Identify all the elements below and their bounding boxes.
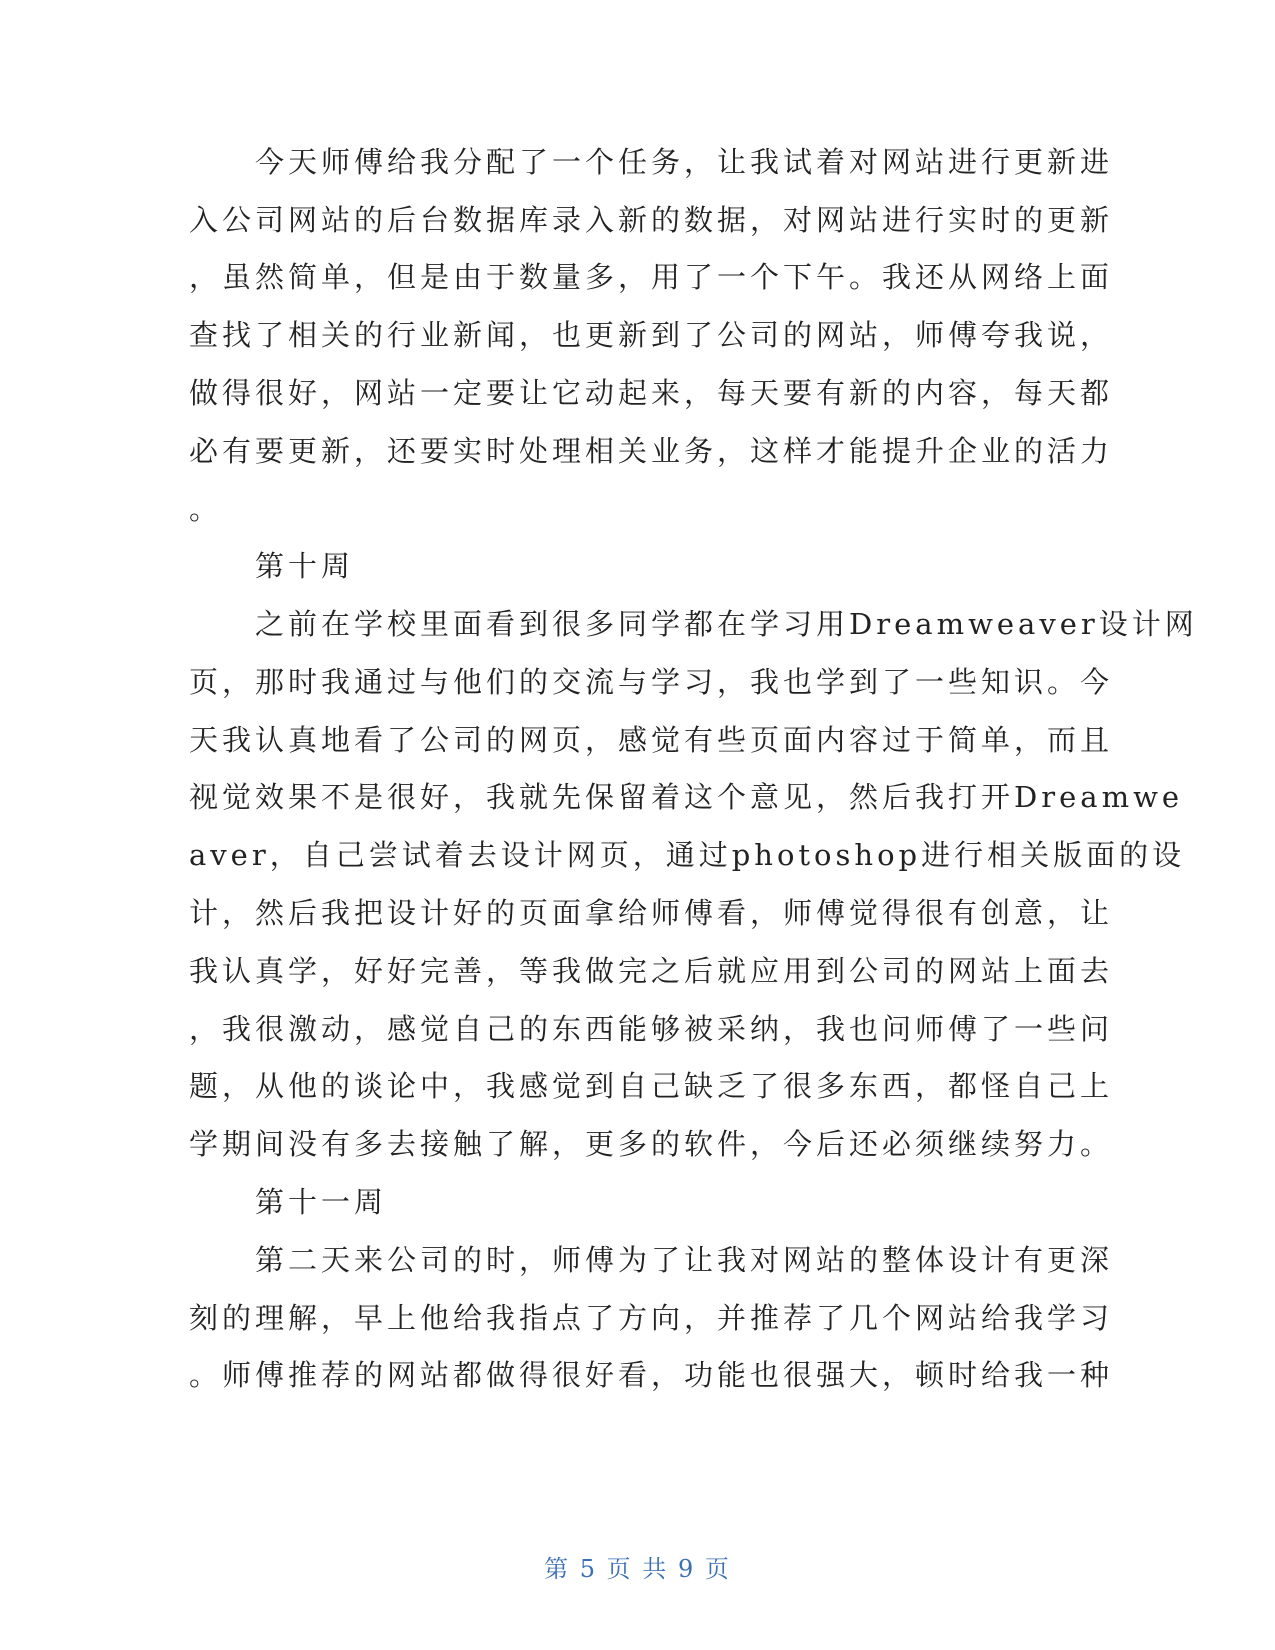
section-heading-week-10: 第十周: [189, 549, 355, 583]
page-number-footer: 第 5 页 共 9 页: [544, 1555, 731, 1583]
text-line: 做得很好，网站一定要让它动起来，每天要有新的内容，每天都: [189, 376, 1114, 410]
text-line: 。师傅推荐的网站都做得很好看，功能也很强大，顿时给我一种: [189, 1358, 1114, 1392]
text-line: 。: [189, 492, 223, 526]
text-line: 视觉效果不是很好，我就先保留着这个意见，然后我打开Dreamwe: [189, 780, 1184, 814]
text-line: 今天师傅给我分配了一个任务，让我试着对网站进行更新进: [189, 145, 1114, 179]
text-line: 天我认真地看了公司的网页，感觉有些页面内容过于简单，而且: [189, 723, 1114, 757]
text-line: ，我很激动，感觉自己的东西能够被采纳，我也问师傅了一些问: [189, 1012, 1114, 1046]
text-line: 我认真学，好好完善，等我做完之后就应用到公司的网站上面去: [189, 954, 1114, 988]
text-line: 学期间没有多去接触了解，更多的软件，今后还必须继续努力。: [189, 1127, 1114, 1161]
text-line: 必有要更新，还要实时处理相关业务，这样才能提升企业的活力: [189, 434, 1114, 468]
section-heading-week-11: 第十一周: [189, 1185, 388, 1219]
text-line: 题，从他的谈论中，我感觉到自己缺乏了很多东西，都怪自己上: [189, 1069, 1114, 1103]
text-line: aver，自己尝试着去设计网页，通过photoshop进行相关版面的设: [189, 838, 1186, 872]
text-line: 之前在学校里面看到很多同学都在学习用Dreamweaver设计网: [189, 607, 1198, 641]
text-line: 计，然后我把设计好的页面拿给师傅看，师傅觉得很有创意，让: [189, 896, 1114, 930]
text-line: 刻的理解，早上他给我指点了方向，并推荐了几个网站给我学习: [189, 1301, 1114, 1335]
text-line: ，虽然简单，但是由于数量多，用了一个下午。我还从网络上面: [189, 260, 1114, 294]
text-line: 入公司网站的后台数据库录入新的数据，对网站进行实时的更新: [189, 203, 1114, 237]
text-line: 第二天来公司的时，师傅为了让我对网站的整体设计有更深: [189, 1243, 1114, 1277]
text-line: 查找了相关的行业新闻，也更新到了公司的网站，师傅夸我说，: [189, 318, 1114, 352]
text-line: 页，那时我通过与他们的交流与学习，我也学到了一些知识。今: [189, 665, 1114, 699]
